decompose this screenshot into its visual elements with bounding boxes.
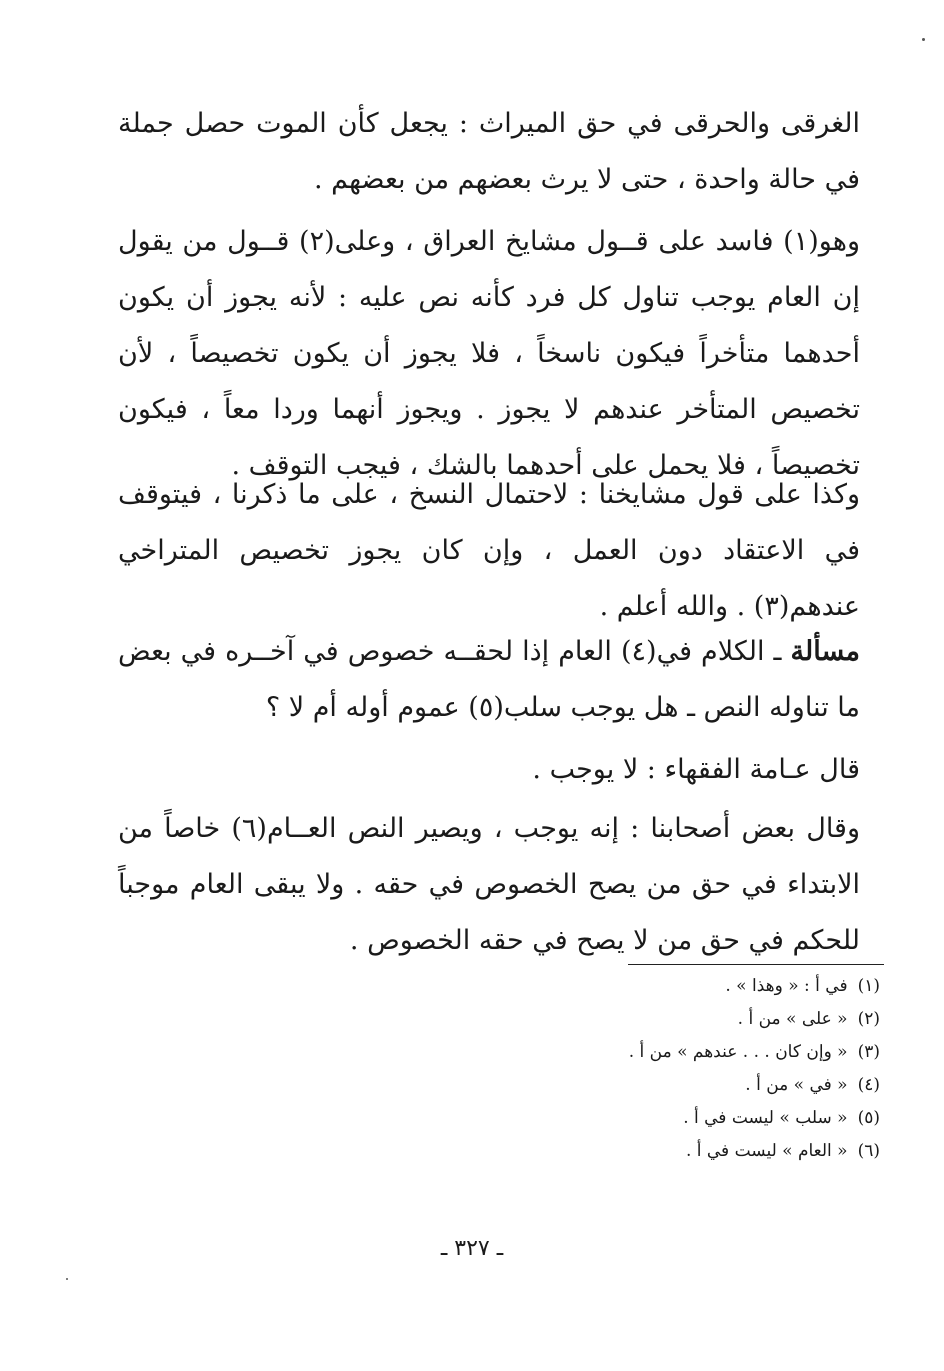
footnote-item	[500, 970, 880, 1003]
footnote-text: « في » من أ .	[745, 1075, 848, 1095]
paragraph-text: وهو(١) فاسد على قــول مشايخ العراق ، وعلى(٢) قــول من يقول إن العام يوجب تناول كل فرد كأنه نص عليه : لأنه يجوز أن يكون أحدهما متأخراً فيكون ناسخاً ، فلا يجوز أن يكون تخصيصاً ، لأن تخصيص المتأخر عندهم لا يجوز . ويجوز أنهما وردا معاً ، فيكون تخصيصاً ، فلا يحمل على أحدهما بالشك ، فيجب التوقف .	[118, 226, 861, 481]
paragraph-5	[118, 742, 860, 798]
paragraph-4	[118, 624, 860, 736]
footnote-item	[500, 1069, 880, 1102]
footnote-item	[500, 1003, 880, 1036]
paragraph-text: وقال بعض أصحابنا : إنه يوجب ، ويصير النص العــام(٦) خاصاً من الابتداء في حق من يصح الخصوص في حقه . ولا يبقى العام موجباً للحكم في حق من لا يصح في حقه الخصوص .	[118, 813, 860, 956]
paragraph-text: وكذا على قول مشايخنا : لاحتمال النسخ ، على ما ذكرنا ، فيتوقف في الاعتقاد دون العمل ، وإن كان يجوز تخصيص المتراخي عندهم(٣) . والله أعلم .	[118, 479, 860, 622]
footnote-text: « وإن كان . . . عندهم » من أ .	[628, 1042, 848, 1062]
footnote-divider	[628, 964, 884, 965]
footnote-number: (٣)	[857, 1042, 880, 1062]
footnote-text: « سلب » ليست في أ .	[683, 1108, 848, 1128]
footnote-number: (١)	[857, 976, 880, 996]
issue-heading: مسألة	[790, 636, 861, 667]
scan-speck	[66, 1278, 68, 1280]
scan-speck	[922, 38, 925, 41]
paragraph-text: قال عـامة الفقهاء : لا يوجب .	[532, 754, 860, 785]
footnotes-list	[500, 970, 880, 1168]
paragraph-3	[118, 467, 860, 635]
footnote-text: في أ : « وهذا » .	[725, 976, 848, 996]
issue-text: ـ الكلام في(٤) العام إذا لحقــه خصوص في آخــره في بعض ما تناوله النص ـ هل يوجب سلب(٥) عموم أوله أم لا ؟	[118, 636, 860, 723]
footnote-item	[500, 1102, 880, 1135]
paragraph-6	[118, 801, 860, 969]
page-number: ـ ٣٢٧ ـ	[440, 1236, 504, 1261]
footnote-item	[500, 1135, 880, 1168]
paragraph-text	[118, 624, 860, 736]
paragraph-1	[118, 96, 860, 208]
footnote-number: (٥)	[857, 1108, 880, 1128]
footnote-text: « العام » ليست في أ .	[685, 1141, 848, 1161]
footnote-number: (٤)	[857, 1075, 880, 1095]
paragraph-text: الغرقى والحرقى في حق الميراث : يجعل كأن الموت حصل جملة في حالة واحدة ، حتى لا يرث بعضهم من بعضهم .	[118, 108, 860, 195]
footnote-text: « على » من أ .	[737, 1009, 848, 1029]
footnote-number: (٢)	[857, 1009, 880, 1029]
paragraph-2	[118, 214, 860, 494]
footnote-item	[500, 1036, 880, 1069]
footnote-number: (٦)	[857, 1141, 880, 1161]
